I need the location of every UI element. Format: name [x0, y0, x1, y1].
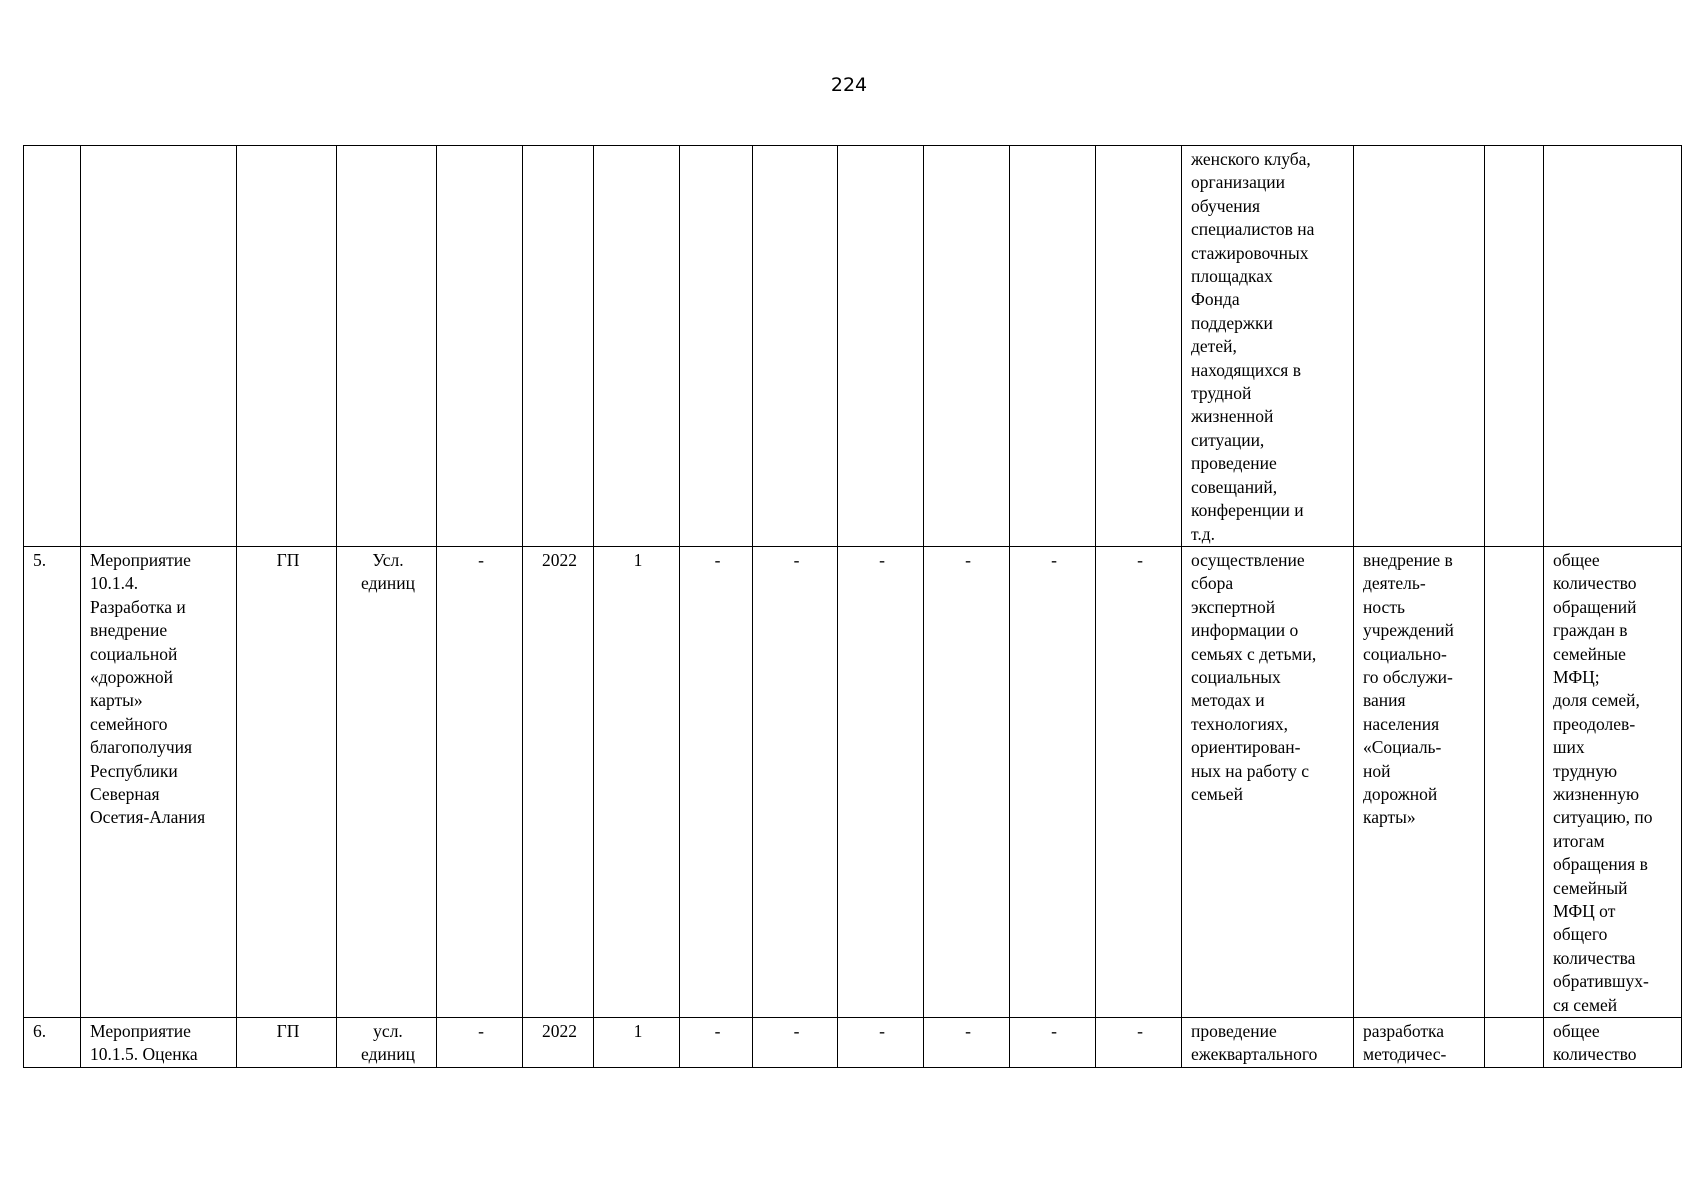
cell-value [1096, 146, 1182, 547]
cell-value: - [1096, 1018, 1182, 1068]
cell-value: - [437, 546, 523, 1017]
cell-year: 2022 [523, 1018, 594, 1068]
cell-value: - [1096, 546, 1182, 1017]
cell-measures: женского клуба, организации обучения специалистов на стажировочных площадках Фонда поддержки детей, находящихся в трудной жизненной ситуации, проведение совещаний, конференции и т.д. [1182, 146, 1354, 547]
cell-value: - [924, 546, 1010, 1017]
cell-indicator: общее количество обращений граждан в семейные МФЦ; доля семей, преодолев- ших трудную жизненную ситуацию, по итогам обращения в семейный МФЦ от общего количества обратившух- ся семей [1544, 546, 1682, 1017]
cell-value: - [437, 1018, 523, 1068]
cell-num: 6. [24, 1018, 81, 1068]
cell-value [680, 146, 753, 547]
cell-value: - [680, 546, 753, 1017]
cell-value: 1 [594, 1018, 680, 1068]
cell-program-type [237, 146, 337, 547]
cell-value: - [753, 546, 838, 1017]
cell-program-type: ГП [237, 546, 337, 1017]
cell-value: - [680, 1018, 753, 1068]
cell-value: 1 [594, 546, 680, 1017]
cell-result [1354, 146, 1485, 547]
cell-empty [1485, 146, 1544, 547]
cell-value: - [924, 1018, 1010, 1068]
table-row-5 [24, 546, 1682, 1017]
cell-num [24, 146, 81, 547]
cell-measures: проведение ежеквартального [1182, 1018, 1354, 1068]
cell-indicator: общее количество [1544, 1018, 1682, 1068]
cell-measures: осуществление сбора экспертной информации о семьях с детьми, социальных методах и технологиях, ориентирован- ных на работу с семьей [1182, 546, 1354, 1017]
cell-value [1010, 146, 1096, 547]
cell-empty [1485, 546, 1544, 1017]
cell-year [523, 146, 594, 547]
program-activities-table [23, 145, 1682, 1068]
cell-empty [1485, 1018, 1544, 1068]
page-number: 224 [830, 74, 868, 96]
cell-unit: усл. единиц [337, 1018, 437, 1068]
cell-value: - [838, 546, 924, 1017]
cell-indicator [1544, 146, 1682, 547]
cell-value [594, 146, 680, 547]
cell-num: 5. [24, 546, 81, 1017]
cell-activity-name: Мероприятие 10.1.5. Оценка [81, 1018, 237, 1068]
cell-program-type: ГП [237, 1018, 337, 1068]
cell-activity-name: Мероприятие 10.1.4. Разработка и внедрение социальной «дорожной карты» семейного благополучия Республики Северная Осетия-Алания [81, 546, 237, 1017]
cell-activity-name [81, 146, 237, 547]
cell-value [838, 146, 924, 547]
cell-unit: Усл. единиц [337, 546, 437, 1017]
cell-value: - [838, 1018, 924, 1068]
cell-unit [337, 146, 437, 547]
cell-year: 2022 [523, 546, 594, 1017]
cell-value: - [753, 1018, 838, 1068]
cell-value: - [1010, 1018, 1096, 1068]
table-row-6 [24, 1018, 1682, 1068]
cell-value: - [1010, 546, 1096, 1017]
table-row-continuation [24, 146, 1682, 547]
cell-value [437, 146, 523, 547]
cell-value [924, 146, 1010, 547]
cell-value [753, 146, 838, 547]
cell-result: внедрение в деятель- ность учреждений социально- го обслужи- вания населения «Социаль- ной дорожной карты» [1354, 546, 1485, 1017]
cell-result: разработка методичес- [1354, 1018, 1485, 1068]
